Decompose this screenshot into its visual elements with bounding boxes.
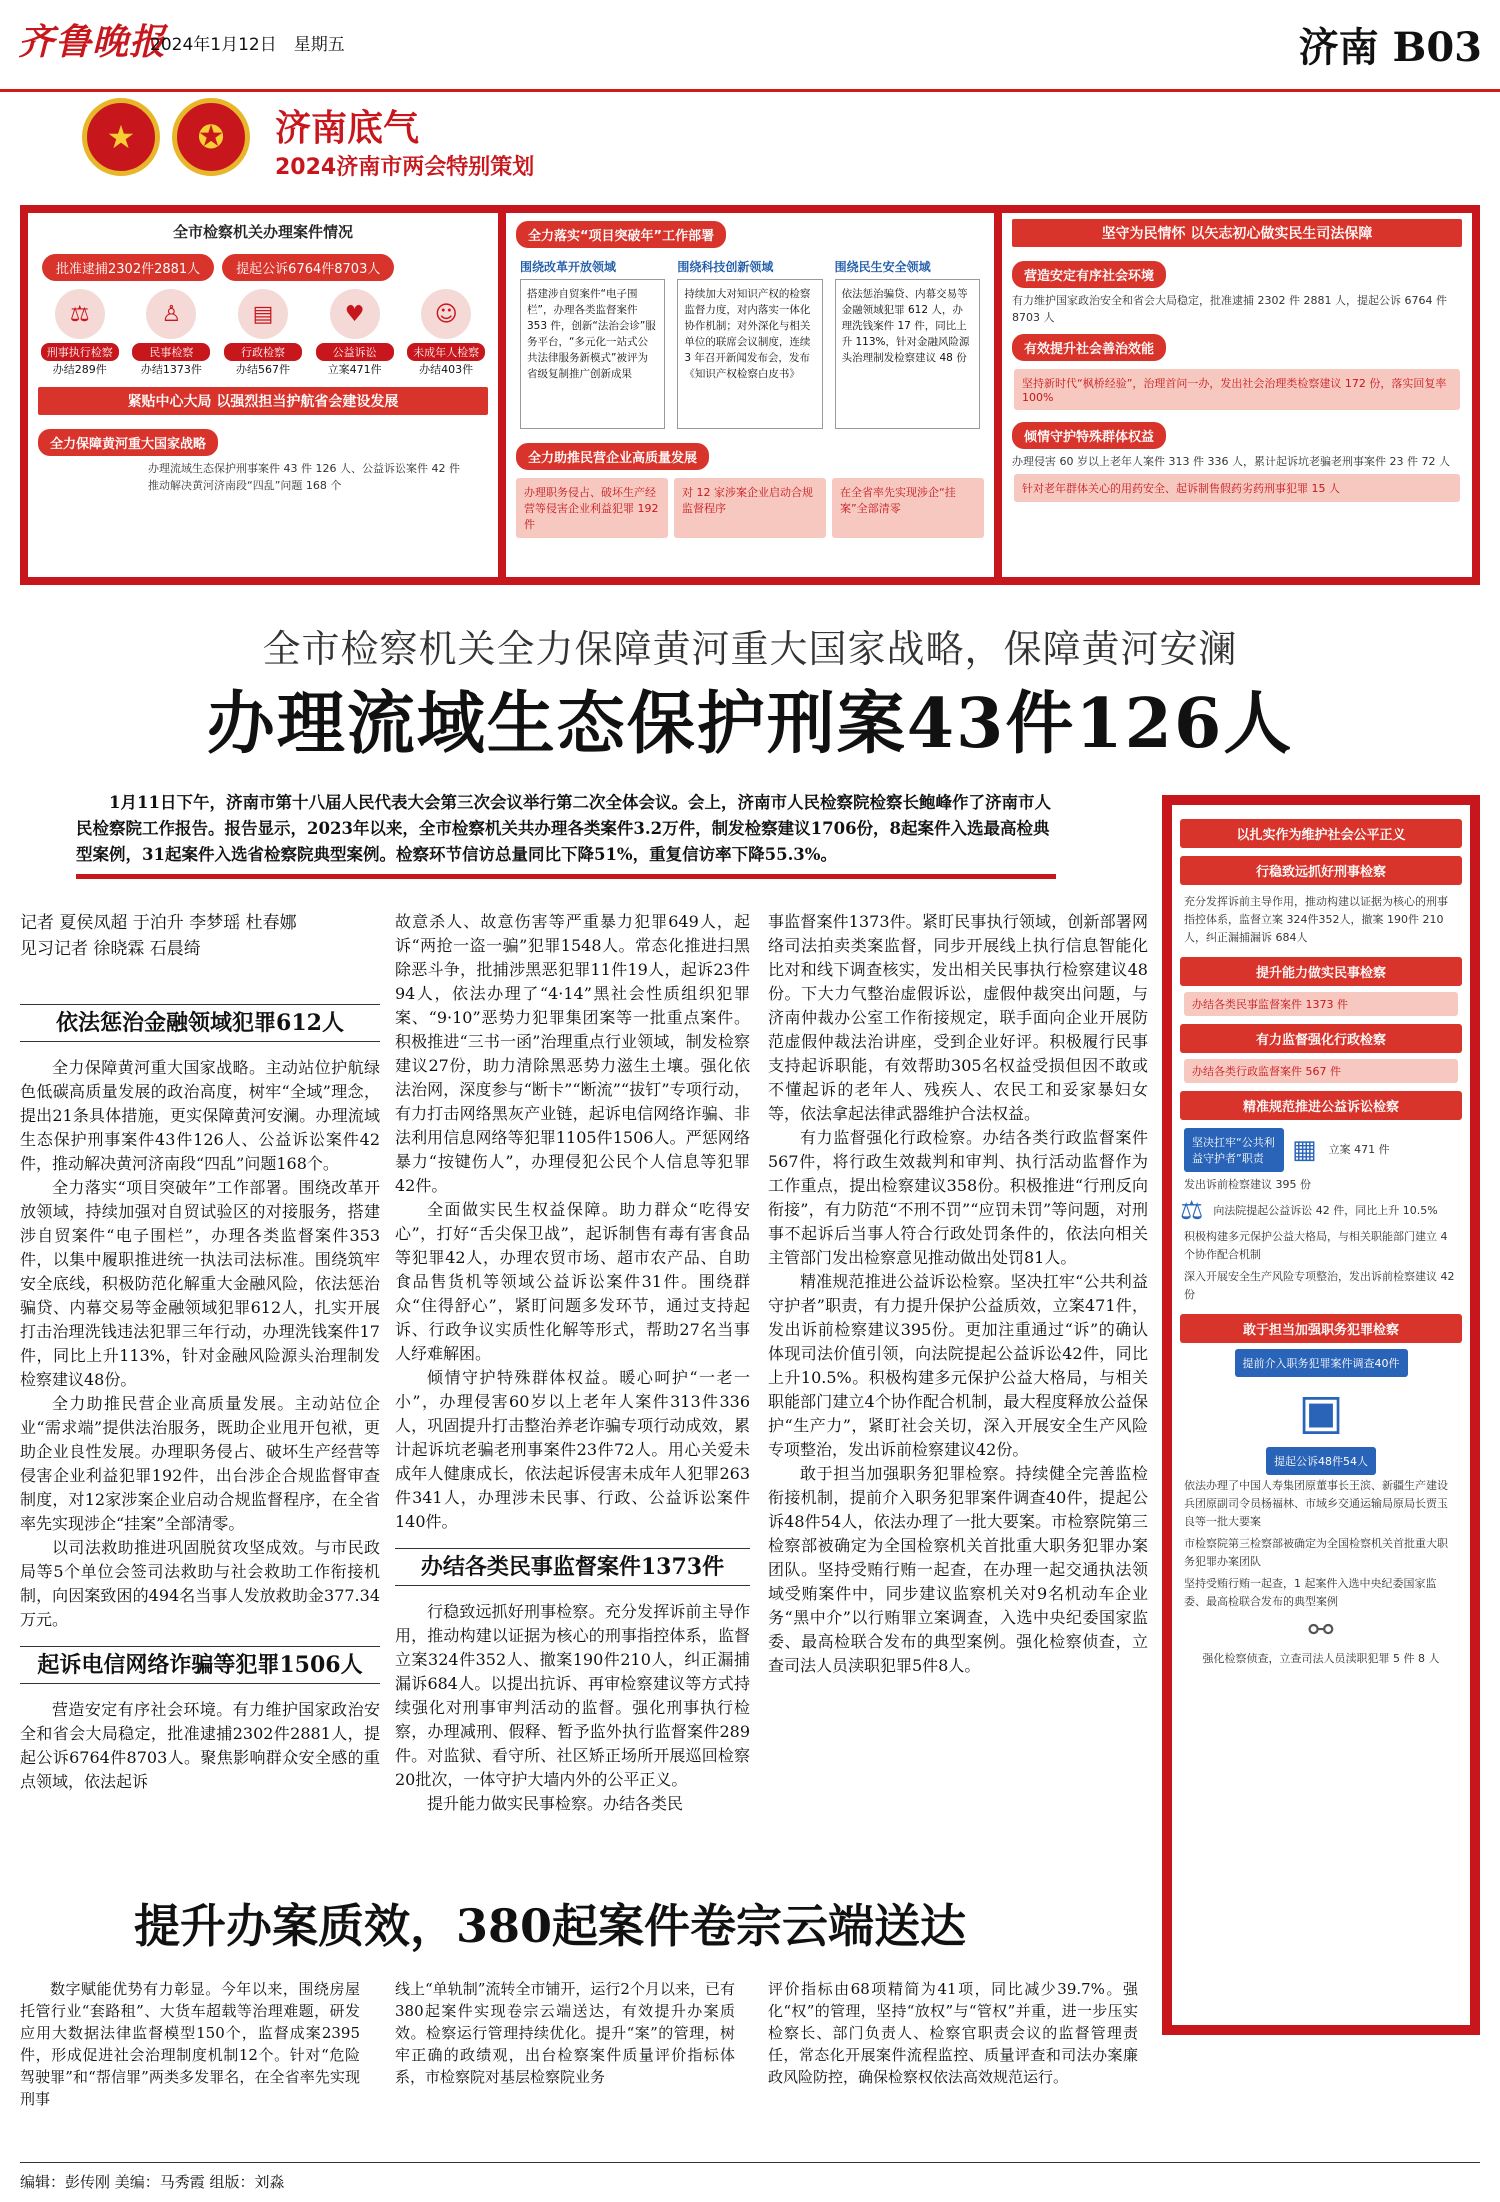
info-text: 有力维护国家政治安全和省会大局稳定，批准逮捕 2302 件 2881 人，提起公诉 6764 件 8703 人 xyxy=(1012,294,1447,324)
infographic-panel-projects: 全力落实“项目突破年”工作部署 围绕改革开放领域 搭建涉自贸案件“电子围栏”，办理各类监督案件 353 件，创新“法治会诊”服务平台，“多元化一站式公共法律服务新模式”被评为省级复制推广创新成果 围绕科技创新领域 持续加大对知识产权的检察监督力度，对内落实一体化协作机制；对外深化与相关单位的联席会议制度，连续 3 年召开新闻发布会，发布《知识产权检察白皮书》 围绕民生安全领域 依法惩治骗贷、内幕交易等金融领域犯罪 612 人，办理洗钱案件 17 件，同比上升 113%，针对金融风险源头治理制发检察建议 48 份 全力助推民营企业高质量发展 办理职务侵占、破坏生产经营等侵害企业利益犯罪 192 件 对 12 家涉案企业启动合规监督程序 在全省率先实现涉企“挂案”全部清零 xyxy=(506,213,994,577)
case-type-item: ⚖ 刑事执行检察 办结289件 xyxy=(41,289,119,377)
sidebar-infographic: 以扎实作为维护社会公平正义 行稳致远抓好刑事检察 充分发挥诉前主导作用，推动构建以证据为核心的刑事指控体系，监督立案 324件352人，撤案 190件 210人，纠正漏捕漏诉 684人 提升能力做实民事检察 办结各类民事监督案件 1373 件 有力监督强化行政检察 办结各类行政监督案件 567 件 精准规范推进公益诉讼检察 坚决扛牢“公共利益守护者”职责 ▦ 立案 471 件 发出诉前检察建议 395 份 ⚖ 向法院提起公益诉讼 42 件，同比上升 10.5% 积极构建多元保护公益大格局，与相关职能部门建立 4 个协作配合机制 深入开展安全生产风险专项整治，发出诉前检察建议 42 份 敢于担当加强职务犯罪检察 提前介入职务犯罪案件调查40件 ▣ 提起公诉48件54人 依法办理了中国人寿集团原董事长王滨、新疆生产建设兵团原副司令员杨福林、市域乡交通运输局原局长贾玉良等一批大要案 市检察院第三检察部被确定为全国检察机关首批重大职务犯罪办案团队 坚持受贿行贿一起查，1 起案件入选中央纪委国家监委、最高检联合发布的典型案例 ⚯ 强化检察侦查，立查司法人员渎职犯罪 5 件 8 人 xyxy=(1162,795,1480,2035)
infographic-panel-cases xyxy=(28,213,498,577)
ribbon: 坚守为民情怀 以矢志初心做实民生司法保障 xyxy=(1012,219,1462,247)
subheading: 起诉电信网络诈骗等犯罪1506人 xyxy=(20,1646,380,1684)
lead-paragraph: 1月11日下午，济南市第十八届人民代表大会第三次会议举行第二次全体会议。会上，济南市人民检察院检察长鲍峰作了济南市人民检察院工作报告。报告显示，2023年以来，全市检察机关共办理各类案件3.2万件，制发检察建议1706份，8起案件入选最高检典型案例，31起案件入选省检察院典型案例。检察环节信访总量同比下降51%，重复信访率下降55.3%。 xyxy=(76,790,1056,879)
info-text: 办理流域生态保护刑事案件 43 件 126 人、公益诉讼案件 42 件 xyxy=(148,462,460,475)
ribbon: 倾情守护特殊群体权益 xyxy=(1012,422,1166,449)
bottom-paragraph: 评价指标由68项精简为41项，同比减少39.7%。强化“权”的管理，坚持“放权”与“管权”并重，进一步压实检察长、部门负责人、检察官职责会议的监督管理责任，常态化开展案件流程监控、质量评查和司法办案廉政风险防控，确保检察权依法高效规范运行。 xyxy=(768,1980,1138,2086)
ribbon: 紧贴中心大局 以强烈担当护航省会建设发展 xyxy=(38,387,488,415)
ribbon: 全力助推民营企业高质量发展 xyxy=(516,443,709,470)
bottom-paragraph: 数字赋能优势有力彰显。今年以来，围绕房屋托管行业“套路租”、大货车超载等治理难题，研发应用大数据法律监督模型150个，监督成案2395件，形成促进社会治理制度机制12个。针对“危险驾驶罪”和“帮信罪”两类多发罪名，在全省率先实现刑事 xyxy=(20,1980,360,2108)
subheading: 办结各类民事监督案件1373件 xyxy=(395,1548,750,1586)
ribbon: 全力落实“项目突破年”工作部署 xyxy=(516,221,726,248)
page-header xyxy=(0,0,1500,92)
case-type-item: ♥ 公益诉讼 立案471件 xyxy=(316,289,394,377)
public-interest-icon: ♥ xyxy=(330,289,380,339)
subheading: 依法惩治金融领域犯罪612人 xyxy=(20,1004,380,1042)
section-title: 济南底气 xyxy=(275,107,420,149)
panel-title: 全市检察机关办理案件情况 xyxy=(172,223,353,241)
ribbon: 全力保障黄河重大国家战略 xyxy=(38,429,218,456)
ribbon: 营造安定有序社会环境 xyxy=(1012,261,1166,288)
main-headline: 办理流域生态保护刑案43件126人 xyxy=(206,684,1294,764)
case-type-item: ☺ 未成年人检察 办结403件 xyxy=(407,289,485,377)
civil-icon: ♙ xyxy=(146,289,196,339)
ribbon: 有效提升社会善治效能 xyxy=(1012,334,1166,361)
prosecution-pill: 提起公诉6764件8703人 xyxy=(222,254,394,281)
case-type-item: ▤ 行政检察 办结567件 xyxy=(224,289,302,377)
national-emblem-icon: ★ xyxy=(82,98,160,176)
page-number: 济南 B03 xyxy=(1298,24,1482,71)
article-column-2: 故意杀人、故意伤害等严重暴力犯罪649人，起诉“两抢一盗一骗”犯罪1548人。常态化推进扫黑除恶斗争，批捕涉黑恶犯罪11件19人，起诉23件94人，依法办理了“4·14”黑社会性质组织犯罪案、“9·10”恶势力犯罪集团案等一批重点案件。积极推进“三书一函”治理重点行业领域，制发检察建议27份，助力清除黑恶势力滋生土壤。强化依法治网，深度参与“断卡”“断流”“拔钉”专项行动，有力打击网络黑灰产业链，起诉电信网络诈骗、非法利用信息网络等犯罪1105件1506人。严惩网络暴力“按键伤人”，办理侵犯公民个人信息等犯罪42件。 全面做实民生权益保障。助力群众“吃得安心”，打好“舌尖保卫战”，起诉制售有毒有害食品等犯罪42人，办理农贸市场、超市农产品、自助食品售货机等领域公益诉讼案件31件。围绕群众“住得舒心”，紧盯问题多发环节，通过支持起诉、行政争议实质性化解等形式，帮助27名当事人纾难解困。 倾情守护特殊群体权益。暖心呵护“一老一小”，办理侵害60岁以上老年人案件313件336人，巩固提升打击整治养老诈骗专项行动成效，累计起诉坑老骗老刑事案件23件72人。用心关爱未成年人健康成长，依法起诉侵害未成年人犯罪263件341人，办理涉未民事、行政、公益诉讼案件140件。 办结各类民事监督案件1373件 行稳致远抓好刑事检察。充分发挥诉前主导作用，推动构建以证据为核心的刑事指控体系，监督立案324件352人、撤案190件210人，纠正漏捕漏诉684人。以提出抗诉、再审检察建议等方式持续强化对刑事审判活动的监督。强化刑事执行检察，办理减刑、假释、暂予监外执行监督案件289件。对监狱、看守所、社区矫正场所开展巡回检察20批次，一体守护大墙内外的公平正义。 提升能力做实民事检察。办结各类民 xyxy=(395,912,750,1813)
congress-emblem-icon: ✪ xyxy=(172,98,250,176)
article-column-3: 事监督案件1373件。紧盯民事执行领域，创新部署网络司法拍卖类案监督，同步开展线上执行信息智能化比对和线下调查核实，发出相关民事执行检察建议48份。下大力气整治虚假诉讼，虚假仲裁突出问题，与济南仲裁办公室工作衔接规定，联手面向企业开展防范虚假仲裁法治讲座，受到企业好评。积极履行民事支持起诉职能，有效帮助305名权益受损但因不敢或不懂起诉的老年人、残疾人、农民工和妥家暴妇女等，依法拿起法律武器维护合法权益。 有力监督强化行政检察。办结各类行政监督案件567件，将行政生效裁判和审判、执行活动监督作为工作重点，提出检察建议358份。积极推进“行刑反向衔接”，有力防范“不刑不罚”“应罚未罚”等问题，对刑事不起诉后当事人符合行政处罚条件的，依法向相关主管部门发出检察意见推动做出处罚81人。 精准规范推进公益诉讼检察。坚决扛牢“公共利益守护者”职责，有力提升保护公益质效，立案471件，发出诉前检察建议395份。更加注重通过“诉”的确认体现司法价值引领，向法院提起公益诉讼42件，同比上升10.5%。积极构建多元保护公益大格局，与相关职能部门建立4个协作配合机制，最大程度释放公益保护“生产力”，紧盯社会关切，深入开展安全生产风险专项整治，发出诉前检察建议42份。 敢于担当加强职务犯罪检察。持续健全完善监检衔接机制，提前介入职务犯罪案件调查40件，提起公诉48件54人，依法办理了一批大要案。市检察院第三检察部被确定为全国检察机关首批重大职务犯罪办案团队。坚持受贿行贿一起查，在办理一起交通执法领域受贿案件中，同步建议监察机关对9名机动车企业务“黑中介”以行贿罪立案调查，入选中央纪委国家监委、最高检联合发布的典型案例。强化检察侦查，立查司法人员渎职犯罪5件8人。 xyxy=(768,912,1148,1675)
infographic xyxy=(20,205,1480,585)
document-icon: ▦ xyxy=(1292,1135,1317,1165)
newspaper-logo: 齐鲁晚报 xyxy=(18,21,167,63)
editor-credits: 编辑：彭传刚 美编：马秀霞 组版：刘淼 xyxy=(20,2162,1480,2192)
section-subtitle: 2024济南市两会特别策划 xyxy=(275,155,535,180)
weekday: 星期五 xyxy=(293,35,345,55)
deck-headline: 全市检察机关全力保障黄河重大国家战略，保障黄河安澜 xyxy=(262,627,1238,671)
article-column-1: 依法惩治金融领域犯罪612人 全力保障黄河重大国家战略。主动站位护航绿色低碳高质量发展的政治高度，树牢“全域”理念，提出21条具体措施，更实保障黄河安澜。办理流域生态保护刑事案件43件126人、公益诉讼案件42件，推动解决黄河济南段“四乱”问题168个。 全力落实“项目突破年”工作部署。围绕改革开放领域，持续加强对自贸试验区的对接服务，搭建涉自贸案件“电子围栏”，办理各类监督案件353件，以集中履职推进统一执法司法标准。围绕筑牢安全底线，积极防范化解重大金融风险，依法惩治骗贷、内幕交易等金融领域犯罪612人，扎实开展打击治理洗钱违法犯罪三年行动，办理洗钱案件17件，同比上升113%，针对金融风险源头治理制发检察建议48份。 全力助推民营企业高质量发展。主动站位企业“需求端”提供法治服务，既助企业甩开包袱，更助企业良性发展。办理职务侵占、破坏生产经营等侵害企业利益犯罪192件，出台涉企合规监督审查制度，对12家涉案企业启动合规监督程序，在全省率先实现涉企“挂案”全部清零。 以司法救助推进巩固脱贫攻坚成效。与市民政局等5个单位会签司法救助与社会救助工作衔接机制，向因案致困的494名当事人发放救助金377.34万元。 起诉电信网络诈骗等犯罪1506人 营造安定有序社会环境。有力维护国家政治安全和省会大局稳定，批准逮捕2302件2881人，提起公诉6764件8703人。聚焦影响群众安全感的重点领域，依法起诉 xyxy=(20,990,380,1794)
info-text: 推动解决黄河济南段“四乱”问题 168 个 xyxy=(148,479,342,492)
info-text: 办理侵害 60 岁以上老年人案件 313 件 336 人，累计起诉坑老骗老刑事案件 23 件 72 人 xyxy=(1012,455,1450,468)
case-type-item: ♙ 民事检察 办结1373件 xyxy=(132,289,210,377)
gavel-icon: ⚖ xyxy=(1180,1196,1204,1226)
minor-icon: ☺ xyxy=(421,289,471,339)
issue-date: 2024年1月12日 xyxy=(150,35,277,55)
secondary-headline: 提升办案质效，380起案件卷宗云端送达 xyxy=(133,1899,967,1953)
byline: 记者 夏侯凤超 于泊升 李梦瑶 杜春娜 见习记者 徐晓霖 石晨绮 xyxy=(20,913,297,959)
infographic-panel-livelihood: 坚守为民情怀 以矢志初心做实民生司法保障 营造安定有序社会环境 有力维护国家政治安全和省会大局稳定，批准逮捕 2302 件 2881 人，提起公诉 6764 件 8703 人 有效提升社会善治效能 坚持新时代“枫桥经验”，治理首问一办，发出社会治理类检察建议 172 份，落实回复率 100% 倾情守护特殊群体权益 办理侵害 60 岁以上老年人案件 313 件 336 人，累计起诉坑老骗老刑事案件 23 件 72 人 针对老年群体关心的用药安全、起诉制售假药劣药刑事犯罪 15 人 xyxy=(1002,213,1472,577)
arrest-pill: 批准逮捕2302件2881人 xyxy=(42,254,214,281)
prison-icon: ⚖ xyxy=(55,289,105,339)
bottom-paragraph: 线上“单轨制”流转全市铺开，运行2个月以来，已有380起案件实现卷宗云端送达，有效提升办案质效。检察运行管理持续优化。提升“案”的管理，树牢正确的政绩观，出台检察案件质量评价指标体系，市检察院对基层检察院业务 xyxy=(395,1980,735,2086)
handcuffs-icon: ⚯ xyxy=(1308,1613,1334,1648)
administrative-icon: ▤ xyxy=(238,289,288,339)
sidebar-title: 以扎实作为维护社会公平正义 xyxy=(1180,819,1462,848)
case-type-icons xyxy=(28,285,498,381)
office-building-icon: ▣ xyxy=(1298,1384,1344,1440)
